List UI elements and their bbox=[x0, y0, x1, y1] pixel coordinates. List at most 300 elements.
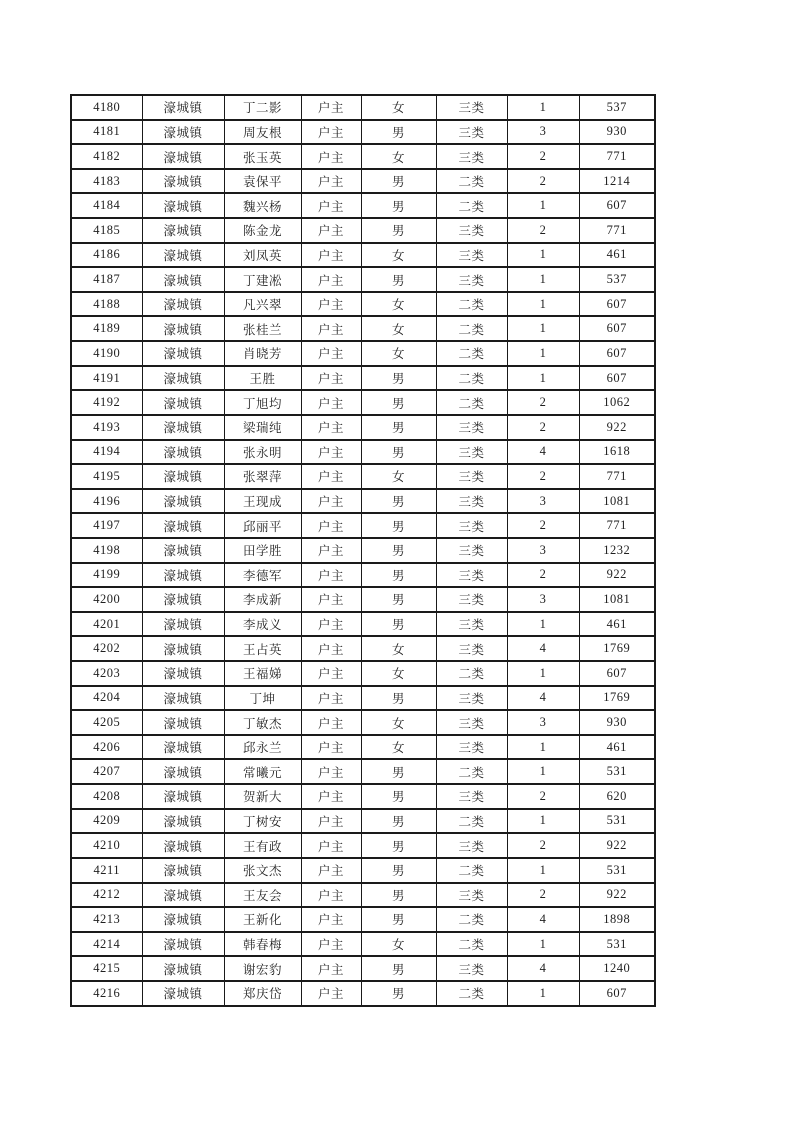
cell-name: 丁二影 bbox=[224, 95, 301, 120]
cell-serial: 4183 bbox=[71, 169, 142, 194]
cell-town: 濠城镇 bbox=[142, 243, 224, 268]
cell-gender: 男 bbox=[361, 809, 436, 834]
cell-name: 王占英 bbox=[224, 636, 301, 661]
cell-category: 二类 bbox=[436, 316, 507, 341]
cell-town: 濠城镇 bbox=[142, 883, 224, 908]
cell-name: 邱丽平 bbox=[224, 513, 301, 538]
table-row bbox=[71, 366, 655, 391]
cell-count: 1 bbox=[507, 292, 579, 317]
cell-name: 王福娣 bbox=[224, 661, 301, 686]
cell-category: 三类 bbox=[436, 267, 507, 292]
cell-count: 1 bbox=[507, 193, 579, 218]
cell-town: 濠城镇 bbox=[142, 612, 224, 637]
cell-town: 濠城镇 bbox=[142, 686, 224, 711]
cell-serial: 4188 bbox=[71, 292, 142, 317]
table-row bbox=[71, 710, 655, 735]
cell-name: 张桂兰 bbox=[224, 316, 301, 341]
cell-category: 三类 bbox=[436, 563, 507, 588]
cell-amount: 1081 bbox=[579, 587, 655, 612]
cell-serial: 4214 bbox=[71, 932, 142, 957]
cell-amount: 531 bbox=[579, 932, 655, 957]
cell-category: 三类 bbox=[436, 218, 507, 243]
cell-count: 1 bbox=[507, 612, 579, 637]
cell-town: 濠城镇 bbox=[142, 907, 224, 932]
cell-name: 王有政 bbox=[224, 833, 301, 858]
table-row bbox=[71, 489, 655, 514]
table-row bbox=[71, 956, 655, 981]
table-row bbox=[71, 587, 655, 612]
cell-serial: 4184 bbox=[71, 193, 142, 218]
cell-count: 1 bbox=[507, 95, 579, 120]
cell-town: 濠城镇 bbox=[142, 932, 224, 957]
cell-serial: 4211 bbox=[71, 858, 142, 883]
table-row bbox=[71, 883, 655, 908]
cell-count: 1 bbox=[507, 735, 579, 760]
cell-serial: 4209 bbox=[71, 809, 142, 834]
cell-amount: 771 bbox=[579, 464, 655, 489]
cell-name: 王新化 bbox=[224, 907, 301, 932]
cell-serial: 4206 bbox=[71, 735, 142, 760]
cell-amount: 531 bbox=[579, 858, 655, 883]
cell-amount: 1769 bbox=[579, 636, 655, 661]
cell-count: 1 bbox=[507, 366, 579, 391]
cell-town: 濠城镇 bbox=[142, 833, 224, 858]
cell-town: 濠城镇 bbox=[142, 735, 224, 760]
cell-relation: 户主 bbox=[301, 636, 361, 661]
cell-name: 丁敏杰 bbox=[224, 710, 301, 735]
cell-town: 濠城镇 bbox=[142, 636, 224, 661]
cell-category: 三类 bbox=[436, 464, 507, 489]
cell-relation: 户主 bbox=[301, 587, 361, 612]
cell-town: 濠城镇 bbox=[142, 267, 224, 292]
cell-category: 三类 bbox=[436, 686, 507, 711]
table-row bbox=[71, 735, 655, 760]
table-row bbox=[71, 169, 655, 194]
cell-amount: 1898 bbox=[579, 907, 655, 932]
cell-count: 2 bbox=[507, 883, 579, 908]
cell-town: 濠城镇 bbox=[142, 956, 224, 981]
cell-count: 2 bbox=[507, 563, 579, 588]
cell-gender: 女 bbox=[361, 661, 436, 686]
table-row bbox=[71, 120, 655, 145]
cell-amount: 1062 bbox=[579, 390, 655, 415]
table-row bbox=[71, 784, 655, 809]
cell-gender: 男 bbox=[361, 612, 436, 637]
cell-count: 1 bbox=[507, 341, 579, 366]
cell-town: 濠城镇 bbox=[142, 661, 224, 686]
cell-category: 三类 bbox=[436, 587, 507, 612]
table-row bbox=[71, 193, 655, 218]
cell-category: 三类 bbox=[436, 710, 507, 735]
cell-amount: 461 bbox=[579, 612, 655, 637]
table-row bbox=[71, 932, 655, 957]
cell-count: 2 bbox=[507, 218, 579, 243]
cell-amount: 607 bbox=[579, 341, 655, 366]
cell-amount: 607 bbox=[579, 661, 655, 686]
cell-category: 二类 bbox=[436, 169, 507, 194]
cell-town: 濠城镇 bbox=[142, 563, 224, 588]
cell-amount: 922 bbox=[579, 415, 655, 440]
cell-count: 1 bbox=[507, 316, 579, 341]
cell-town: 濠城镇 bbox=[142, 366, 224, 391]
cell-category: 三类 bbox=[436, 636, 507, 661]
cell-amount: 461 bbox=[579, 243, 655, 268]
cell-relation: 户主 bbox=[301, 612, 361, 637]
cell-relation: 户主 bbox=[301, 833, 361, 858]
cell-relation: 户主 bbox=[301, 464, 361, 489]
cell-name: 谢宏豹 bbox=[224, 956, 301, 981]
cell-category: 三类 bbox=[436, 120, 507, 145]
cell-amount: 607 bbox=[579, 292, 655, 317]
cell-town: 濠城镇 bbox=[142, 464, 224, 489]
cell-town: 濠城镇 bbox=[142, 415, 224, 440]
cell-amount: 771 bbox=[579, 513, 655, 538]
table-row bbox=[71, 267, 655, 292]
cell-town: 濠城镇 bbox=[142, 538, 224, 563]
table-row bbox=[71, 440, 655, 465]
cell-name: 郑庆岱 bbox=[224, 981, 301, 1006]
table-row bbox=[71, 636, 655, 661]
table-row bbox=[71, 218, 655, 243]
cell-gender: 男 bbox=[361, 833, 436, 858]
cell-serial: 4197 bbox=[71, 513, 142, 538]
cell-gender: 男 bbox=[361, 563, 436, 588]
cell-amount: 1769 bbox=[579, 686, 655, 711]
cell-serial: 4210 bbox=[71, 833, 142, 858]
cell-category: 三类 bbox=[436, 95, 507, 120]
cell-count: 4 bbox=[507, 956, 579, 981]
cell-category: 三类 bbox=[436, 538, 507, 563]
cell-gender: 女 bbox=[361, 95, 436, 120]
cell-gender: 男 bbox=[361, 587, 436, 612]
cell-name: 丁坤 bbox=[224, 686, 301, 711]
cell-serial: 4201 bbox=[71, 612, 142, 637]
cell-amount: 607 bbox=[579, 981, 655, 1006]
cell-gender: 男 bbox=[361, 415, 436, 440]
cell-town: 濠城镇 bbox=[142, 193, 224, 218]
cell-gender: 男 bbox=[361, 538, 436, 563]
cell-gender: 男 bbox=[361, 120, 436, 145]
cell-gender: 男 bbox=[361, 784, 436, 809]
cell-name: 张永明 bbox=[224, 440, 301, 465]
cell-name: 张玉英 bbox=[224, 144, 301, 169]
cell-serial: 4203 bbox=[71, 661, 142, 686]
cell-relation: 户主 bbox=[301, 316, 361, 341]
cell-name: 丁树安 bbox=[224, 809, 301, 834]
cell-count: 1 bbox=[507, 759, 579, 784]
cell-relation: 户主 bbox=[301, 144, 361, 169]
cell-category: 三类 bbox=[436, 144, 507, 169]
cell-gender: 女 bbox=[361, 464, 436, 489]
cell-count: 3 bbox=[507, 587, 579, 612]
cell-name: 梁瑞纯 bbox=[224, 415, 301, 440]
cell-serial: 4205 bbox=[71, 710, 142, 735]
cell-name: 韩春梅 bbox=[224, 932, 301, 957]
cell-gender: 男 bbox=[361, 759, 436, 784]
cell-amount: 1240 bbox=[579, 956, 655, 981]
cell-count: 3 bbox=[507, 489, 579, 514]
cell-amount: 771 bbox=[579, 144, 655, 169]
cell-gender: 女 bbox=[361, 144, 436, 169]
table-row bbox=[71, 464, 655, 489]
cell-relation: 户主 bbox=[301, 956, 361, 981]
cell-gender: 男 bbox=[361, 858, 436, 883]
cell-category: 三类 bbox=[436, 243, 507, 268]
cell-amount: 922 bbox=[579, 833, 655, 858]
cell-category: 二类 bbox=[436, 292, 507, 317]
cell-category: 二类 bbox=[436, 907, 507, 932]
cell-name: 丁建凇 bbox=[224, 267, 301, 292]
cell-category: 二类 bbox=[436, 661, 507, 686]
table-row bbox=[71, 686, 655, 711]
table-row bbox=[71, 316, 655, 341]
cell-amount: 1081 bbox=[579, 489, 655, 514]
cell-serial: 4191 bbox=[71, 366, 142, 391]
cell-amount: 1618 bbox=[579, 440, 655, 465]
cell-town: 濠城镇 bbox=[142, 292, 224, 317]
cell-name: 王现成 bbox=[224, 489, 301, 514]
cell-town: 濠城镇 bbox=[142, 144, 224, 169]
cell-gender: 男 bbox=[361, 193, 436, 218]
cell-town: 濠城镇 bbox=[142, 513, 224, 538]
cell-gender: 男 bbox=[361, 981, 436, 1006]
cell-town: 濠城镇 bbox=[142, 316, 224, 341]
cell-relation: 户主 bbox=[301, 415, 361, 440]
cell-category: 三类 bbox=[436, 612, 507, 637]
cell-count: 4 bbox=[507, 440, 579, 465]
cell-count: 3 bbox=[507, 120, 579, 145]
cell-count: 2 bbox=[507, 169, 579, 194]
cell-amount: 607 bbox=[579, 316, 655, 341]
cell-count: 2 bbox=[507, 513, 579, 538]
cell-serial: 4187 bbox=[71, 267, 142, 292]
cell-town: 濠城镇 bbox=[142, 784, 224, 809]
cell-serial: 4204 bbox=[71, 686, 142, 711]
cell-relation: 户主 bbox=[301, 341, 361, 366]
table-row bbox=[71, 661, 655, 686]
cell-name: 李成新 bbox=[224, 587, 301, 612]
cell-relation: 户主 bbox=[301, 710, 361, 735]
table-row bbox=[71, 833, 655, 858]
cell-category: 三类 bbox=[436, 415, 507, 440]
cell-relation: 户主 bbox=[301, 563, 361, 588]
table-row bbox=[71, 981, 655, 1006]
cell-count: 2 bbox=[507, 390, 579, 415]
cell-serial: 4212 bbox=[71, 883, 142, 908]
cell-relation: 户主 bbox=[301, 883, 361, 908]
cell-town: 濠城镇 bbox=[142, 95, 224, 120]
cell-count: 2 bbox=[507, 144, 579, 169]
cell-relation: 户主 bbox=[301, 440, 361, 465]
cell-count: 1 bbox=[507, 243, 579, 268]
cell-serial: 4189 bbox=[71, 316, 142, 341]
cell-gender: 男 bbox=[361, 218, 436, 243]
table-row bbox=[71, 563, 655, 588]
cell-town: 濠城镇 bbox=[142, 390, 224, 415]
cell-gender: 女 bbox=[361, 636, 436, 661]
cell-serial: 4181 bbox=[71, 120, 142, 145]
cell-relation: 户主 bbox=[301, 981, 361, 1006]
table-row bbox=[71, 415, 655, 440]
cell-count: 4 bbox=[507, 686, 579, 711]
cell-serial: 4194 bbox=[71, 440, 142, 465]
cell-name: 袁保平 bbox=[224, 169, 301, 194]
cell-category: 三类 bbox=[436, 883, 507, 908]
cell-name: 陈金龙 bbox=[224, 218, 301, 243]
cell-relation: 户主 bbox=[301, 907, 361, 932]
table-row bbox=[71, 243, 655, 268]
cell-count: 1 bbox=[507, 809, 579, 834]
cell-serial: 4196 bbox=[71, 489, 142, 514]
cell-serial: 4192 bbox=[71, 390, 142, 415]
cell-count: 2 bbox=[507, 784, 579, 809]
cell-gender: 男 bbox=[361, 907, 436, 932]
cell-amount: 607 bbox=[579, 193, 655, 218]
cell-count: 3 bbox=[507, 710, 579, 735]
cell-name: 李德军 bbox=[224, 563, 301, 588]
cell-count: 1 bbox=[507, 932, 579, 957]
table-row bbox=[71, 95, 655, 120]
cell-category: 二类 bbox=[436, 193, 507, 218]
cell-name: 王友会 bbox=[224, 883, 301, 908]
cell-category: 三类 bbox=[436, 735, 507, 760]
cell-serial: 4193 bbox=[71, 415, 142, 440]
cell-amount: 922 bbox=[579, 883, 655, 908]
cell-serial: 4199 bbox=[71, 563, 142, 588]
cell-relation: 户主 bbox=[301, 267, 361, 292]
cell-amount: 1214 bbox=[579, 169, 655, 194]
cell-relation: 户主 bbox=[301, 292, 361, 317]
cell-town: 濠城镇 bbox=[142, 120, 224, 145]
cell-category: 三类 bbox=[436, 513, 507, 538]
cell-town: 濠城镇 bbox=[142, 489, 224, 514]
cell-name: 刘凤英 bbox=[224, 243, 301, 268]
cell-amount: 461 bbox=[579, 735, 655, 760]
cell-town: 濠城镇 bbox=[142, 809, 224, 834]
cell-gender: 女 bbox=[361, 243, 436, 268]
cell-gender: 男 bbox=[361, 440, 436, 465]
cell-count: 2 bbox=[507, 415, 579, 440]
cell-gender: 男 bbox=[361, 513, 436, 538]
table-row bbox=[71, 341, 655, 366]
cell-gender: 男 bbox=[361, 686, 436, 711]
cell-name: 张翠萍 bbox=[224, 464, 301, 489]
table-row bbox=[71, 513, 655, 538]
cell-name: 贺新大 bbox=[224, 784, 301, 809]
table-body bbox=[71, 95, 655, 1006]
table-row bbox=[71, 292, 655, 317]
table-row bbox=[71, 759, 655, 784]
cell-amount: 537 bbox=[579, 95, 655, 120]
cell-count: 1 bbox=[507, 858, 579, 883]
cell-relation: 户主 bbox=[301, 686, 361, 711]
cell-name: 肖晓芳 bbox=[224, 341, 301, 366]
cell-gender: 女 bbox=[361, 316, 436, 341]
cell-serial: 4182 bbox=[71, 144, 142, 169]
cell-category: 三类 bbox=[436, 784, 507, 809]
cell-serial: 4213 bbox=[71, 907, 142, 932]
cell-serial: 4198 bbox=[71, 538, 142, 563]
cell-relation: 户主 bbox=[301, 858, 361, 883]
cell-amount: 1232 bbox=[579, 538, 655, 563]
cell-count: 1 bbox=[507, 981, 579, 1006]
cell-town: 濠城镇 bbox=[142, 981, 224, 1006]
cell-gender: 男 bbox=[361, 956, 436, 981]
cell-gender: 男 bbox=[361, 169, 436, 194]
cell-category: 三类 bbox=[436, 489, 507, 514]
cell-category: 二类 bbox=[436, 932, 507, 957]
cell-gender: 男 bbox=[361, 883, 436, 908]
cell-relation: 户主 bbox=[301, 366, 361, 391]
cell-name: 张文杰 bbox=[224, 858, 301, 883]
cell-relation: 户主 bbox=[301, 193, 361, 218]
table-row bbox=[71, 907, 655, 932]
cell-name: 凡兴翠 bbox=[224, 292, 301, 317]
cell-gender: 女 bbox=[361, 735, 436, 760]
cell-count: 1 bbox=[507, 267, 579, 292]
table-row bbox=[71, 809, 655, 834]
cell-town: 濠城镇 bbox=[142, 341, 224, 366]
cell-town: 濠城镇 bbox=[142, 440, 224, 465]
cell-name: 常曦元 bbox=[224, 759, 301, 784]
cell-relation: 户主 bbox=[301, 390, 361, 415]
cell-serial: 4208 bbox=[71, 784, 142, 809]
table-row bbox=[71, 390, 655, 415]
cell-category: 二类 bbox=[436, 858, 507, 883]
cell-name: 李成义 bbox=[224, 612, 301, 637]
cell-name: 丁旭均 bbox=[224, 390, 301, 415]
cell-relation: 户主 bbox=[301, 735, 361, 760]
cell-category: 三类 bbox=[436, 833, 507, 858]
cell-serial: 4215 bbox=[71, 956, 142, 981]
cell-gender: 男 bbox=[361, 489, 436, 514]
cell-serial: 4200 bbox=[71, 587, 142, 612]
cell-town: 濠城镇 bbox=[142, 759, 224, 784]
cell-name: 邱永兰 bbox=[224, 735, 301, 760]
cell-relation: 户主 bbox=[301, 932, 361, 957]
table-row bbox=[71, 144, 655, 169]
cell-relation: 户主 bbox=[301, 661, 361, 686]
household-records-table bbox=[70, 94, 656, 1007]
cell-serial: 4207 bbox=[71, 759, 142, 784]
cell-amount: 922 bbox=[579, 563, 655, 588]
cell-amount: 620 bbox=[579, 784, 655, 809]
table-row bbox=[71, 538, 655, 563]
cell-relation: 户主 bbox=[301, 759, 361, 784]
cell-gender: 男 bbox=[361, 390, 436, 415]
cell-category: 二类 bbox=[436, 809, 507, 834]
cell-category: 二类 bbox=[436, 981, 507, 1006]
cell-relation: 户主 bbox=[301, 784, 361, 809]
cell-relation: 户主 bbox=[301, 169, 361, 194]
cell-count: 4 bbox=[507, 636, 579, 661]
cell-gender: 女 bbox=[361, 710, 436, 735]
cell-amount: 531 bbox=[579, 759, 655, 784]
cell-gender: 女 bbox=[361, 292, 436, 317]
cell-relation: 户主 bbox=[301, 809, 361, 834]
cell-gender: 男 bbox=[361, 366, 436, 391]
cell-amount: 607 bbox=[579, 366, 655, 391]
cell-serial: 4185 bbox=[71, 218, 142, 243]
cell-count: 2 bbox=[507, 833, 579, 858]
cell-serial: 4190 bbox=[71, 341, 142, 366]
cell-gender: 女 bbox=[361, 341, 436, 366]
cell-category: 二类 bbox=[436, 390, 507, 415]
cell-name: 周友根 bbox=[224, 120, 301, 145]
cell-amount: 537 bbox=[579, 267, 655, 292]
cell-count: 2 bbox=[507, 464, 579, 489]
cell-serial: 4180 bbox=[71, 95, 142, 120]
